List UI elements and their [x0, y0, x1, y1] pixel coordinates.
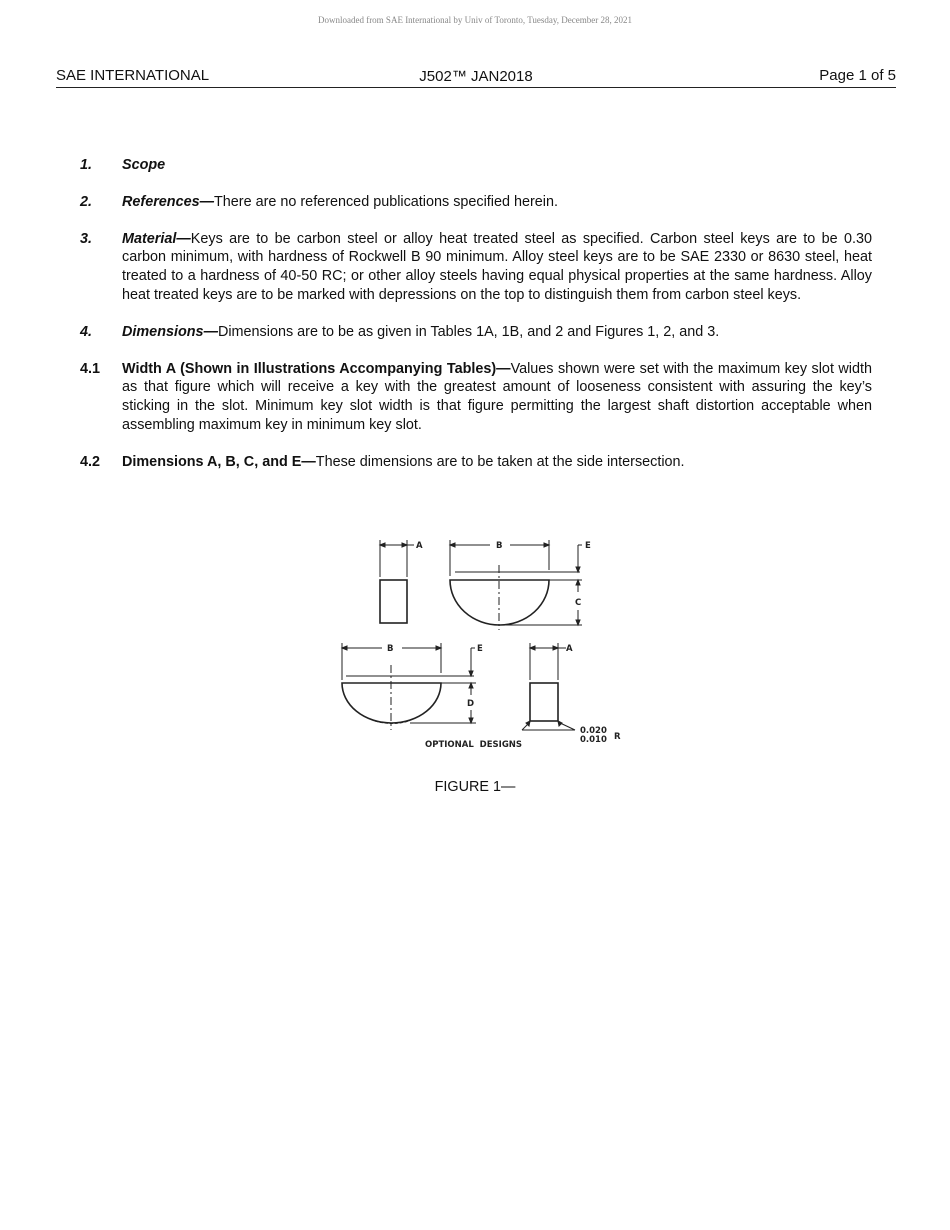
section-width-a: [80, 360, 872, 435]
section-title: Dimensions A, B, C, and E—: [122, 453, 316, 470]
section-text: Values shown were set with the maximum key slot width as that figure which will receive a key with the greatest amount of looseness consistent with assuring the key’s sticking in the slot. Minimum key slot width is that figure permitting the largest shaft distortion acceptable when assembling maximum key in minimum key slot.: [122, 360, 872, 433]
section-references: [80, 193, 872, 212]
radius-min-label: 0.010: [580, 735, 607, 745]
optional-designs-label: OPTIONAL DESIGNS: [425, 740, 523, 750]
radius-max-label: 0.020: [580, 726, 607, 736]
dim-label-b-bottom: B: [387, 644, 394, 654]
section-number: 3.: [80, 230, 93, 247]
dim-label-b-top: B: [496, 541, 503, 551]
section-number: 4.1: [80, 360, 101, 377]
header-page-number: Page 1 of 5: [819, 67, 896, 84]
header-org: SAE INTERNATIONAL: [56, 67, 210, 84]
dim-label-e-bottom: E: [477, 644, 483, 654]
section-text: These dimensions are to be taken at the side intersection.: [315, 453, 685, 470]
key-end-view-bottom: [530, 683, 558, 721]
section-text: Keys are to be carbon steel or alloy heat treated steel as specified. Carbon steel keys are to be 0.30 carbon minimum, with hardness of Rockwell B 90 minimum. Alloy steel keys are to be SAE 2330 or 8630 steel, heat treated to a hardness of 40-50 RC; or other alloy steels having equal physical properties at the same hardness. Alloy heat treated keys are to be marked with depressions on the top to distinguish them from carbon steel keys.: [122, 230, 872, 303]
woodruff-key-diagram: [330, 530, 630, 755]
section-number: 2.: [80, 193, 93, 210]
section-number: 1.: [80, 157, 93, 173]
dim-label-e-top: E: [585, 541, 591, 551]
section-title: Dimensions—: [122, 323, 218, 340]
key-end-view-top: [380, 580, 407, 623]
dim-label-a-bottom: A: [566, 644, 573, 654]
dim-label-a-top: A: [416, 541, 423, 551]
page-header: [56, 66, 896, 88]
header-doc-id: J502™ JAN2018: [419, 68, 533, 85]
section-scope: [80, 156, 872, 175]
section-dimensions-abce: [80, 453, 872, 472]
section-number: 4.2: [80, 453, 101, 470]
dim-label-d: D: [467, 699, 475, 709]
section-title: References—: [122, 193, 214, 210]
download-watermark: Downloaded from SAE International by Univ of Toronto, Tuesday, December 28, 2021: [317, 15, 633, 25]
section-dimensions: [80, 323, 872, 342]
section-text: Dimensions are to be as given in Tables 1A, 1B, and 2 and Figures 1, 2, and 3.: [217, 323, 720, 340]
section-text: There are no referenced publications specified herein.: [214, 193, 558, 210]
radius-r-label: R: [614, 732, 621, 742]
section-material: [80, 230, 872, 305]
dim-label-c: C: [575, 598, 582, 608]
section-title: Material—: [122, 230, 191, 247]
document-body: [80, 156, 872, 490]
section-number: 4.: [80, 323, 93, 340]
figure-caption: FIGURE 1—: [434, 779, 516, 795]
section-title: Scope: [122, 157, 166, 173]
section-title: Width A (Shown in Illustrations Accompanying Tables)—: [122, 360, 511, 377]
figure-1-drawing: [330, 530, 630, 755]
